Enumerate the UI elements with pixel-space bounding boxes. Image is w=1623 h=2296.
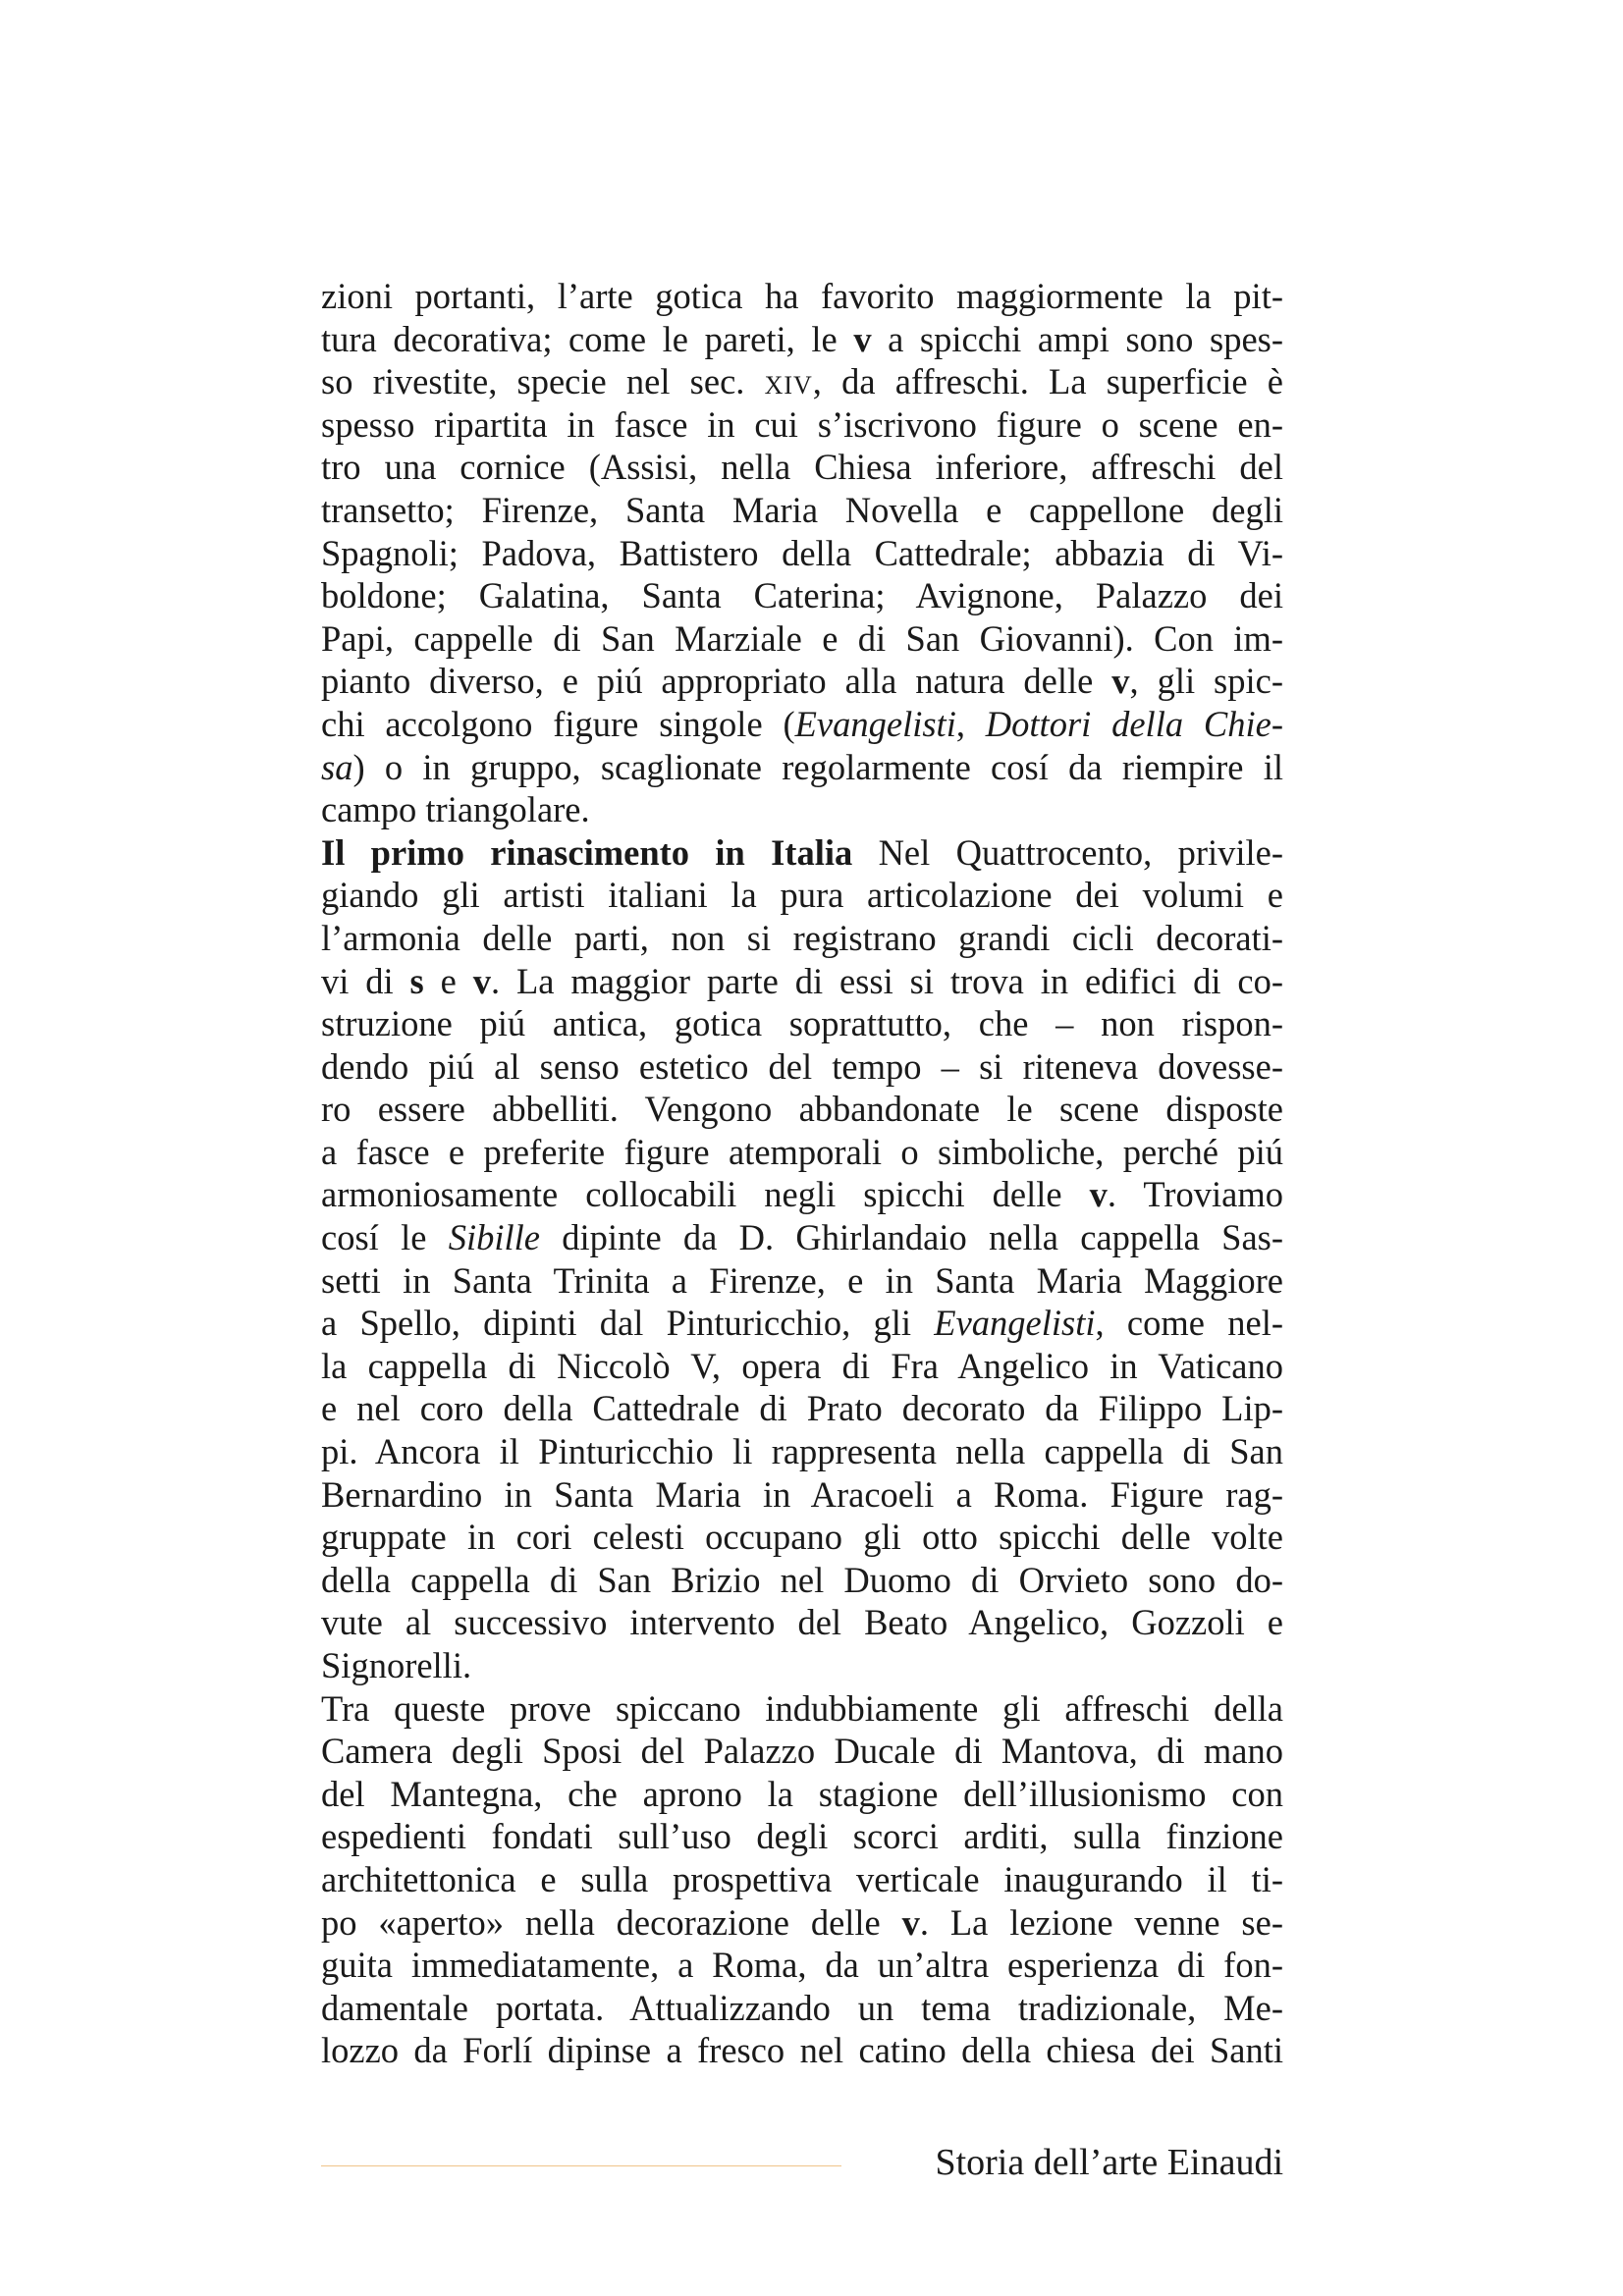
- text-run: a Spello, dipinti dal Pinturicchio, gli: [321, 1303, 935, 1344]
- text-run: . La lezione venne se-: [919, 1901, 1283, 1943]
- text-run: , da affreschi. La superficie è: [812, 361, 1283, 402]
- text-run: ro essere abbelliti. Vengono abbandonate le scene disposte: [321, 1089, 1283, 1130]
- italic-text: sa: [321, 746, 353, 787]
- text-line: [321, 617, 1283, 661]
- text-run: boldone; Galatina, Santa Caterina; Avignone, Palazzo dei: [321, 575, 1283, 616]
- bold-text: v: [853, 318, 872, 359]
- text-line: [321, 1516, 1283, 1559]
- text-run: po «aperto» nella decorazione delle: [321, 1901, 902, 1943]
- text-line: [321, 1858, 1283, 1901]
- text-run: , gli spic-: [1129, 661, 1284, 702]
- text-run: tro una cornice (Assisi, nella Chiesa inferiore, affreschi del: [321, 447, 1283, 488]
- bold-text: v: [901, 1901, 920, 1943]
- text-line: [321, 275, 1283, 318]
- text-run: setti in Santa Trinita a Firenze, e in Santa Maria Maggiore: [321, 1259, 1283, 1301]
- text-run: della cappella di San Brizio nel Duomo di Orvieto sono do-: [321, 1559, 1283, 1600]
- text-line: [321, 660, 1283, 703]
- footer-rule: [321, 2165, 841, 2166]
- text-line: [321, 2029, 1283, 2072]
- text-run: , come nel-: [1095, 1303, 1283, 1344]
- text-line: [321, 1773, 1283, 1816]
- text-run: . Troviamo: [1107, 1174, 1283, 1215]
- text-line: [321, 1644, 1283, 1687]
- text-line: [321, 1345, 1283, 1388]
- text-line: [321, 1002, 1283, 1045]
- text-run: transetto; Firenze, Santa Maria Novella e cappellone degli: [321, 489, 1283, 530]
- text-run: cosí le: [321, 1217, 449, 1258]
- text-run: pi. Ancora il Pinturicchio li rappresenta nella cappella di San: [321, 1431, 1283, 1472]
- text-line: [321, 360, 1283, 403]
- text-line: [321, 1216, 1283, 1259]
- text-run: guita immediatamente, a Roma, da un’altra esperienza di fon-: [321, 1945, 1283, 1986]
- text-line: [321, 446, 1283, 489]
- bold-text: v: [1111, 661, 1130, 702]
- text-line: [321, 1987, 1283, 2030]
- text-line: [321, 403, 1283, 447]
- text-run: Papi, cappelle di San Marziale e di San Giovanni). Con im-: [321, 617, 1283, 659]
- text-run: lozzo da Forlí dipinse a fresco nel catino della chiesa dei Santi: [321, 2030, 1283, 2071]
- text-run: zioni portanti, l’arte gotica ha favorito maggiormente la pit-: [321, 276, 1283, 316]
- text-run: Tra queste prove spiccano indubbiamente gli affreschi della: [321, 1687, 1283, 1729]
- text-line: [321, 1601, 1283, 1644]
- text-line: [321, 489, 1283, 532]
- text-run: giando gli artisti italiani la pura articolazione dei volumi e: [321, 875, 1283, 916]
- text-run: gruppate in cori celesti occupano gli otto spicchi delle volte: [321, 1517, 1283, 1558]
- text-run: a fasce e preferite figure atemporali o simboliche, perché piú: [321, 1131, 1283, 1172]
- text-run: ,: [955, 703, 986, 744]
- text-run: Bernardino in Santa Maria in Aracoeli a Roma. Figure rag-: [321, 1473, 1283, 1515]
- italic-text: Evangelisti: [794, 703, 956, 744]
- text-line: [321, 1730, 1283, 1773]
- text-line: [321, 1302, 1283, 1345]
- text-line: [321, 1088, 1283, 1131]
- text-run: e nel coro della Cattedrale di Prato decorato da Filippo Lip-: [321, 1388, 1283, 1429]
- text-run: Nel Quattrocento, privile-: [852, 831, 1284, 873]
- text-line: [321, 746, 1283, 789]
- text-line: [321, 1387, 1283, 1430]
- text-line: [321, 318, 1283, 361]
- text-run: armoniosamente collocabili negli spicchi delle: [321, 1174, 1090, 1215]
- text-line: [321, 574, 1283, 617]
- text-run: Spagnoli; Padova, Battistero della Cattedrale; abbazia di Vi-: [321, 532, 1283, 573]
- text-run: struzione piú antica, gotica soprattutto, che – non rispon-: [321, 1003, 1283, 1044]
- text-run: espedienti fondati sull’uso degli scorci arditi, sulla finzione: [321, 1816, 1283, 1857]
- text-line: [321, 703, 1283, 746]
- text-run: vi di: [321, 960, 410, 1001]
- text-run: vute al successivo intervento del Beato Angelico, Gozzoli e: [321, 1602, 1283, 1643]
- text-run: dendo piú al senso estetico del tempo – si riteneva dovesse-: [321, 1045, 1283, 1087]
- text-line: [321, 874, 1283, 917]
- text-line: [321, 788, 1283, 831]
- footer-title: Storia dell’arte Einaudi: [935, 2142, 1283, 2183]
- text-run: l’armonia delle parti, non si registrano grandi cicli decorati-: [321, 917, 1283, 958]
- italic-text: Dottori della Chie-: [985, 703, 1284, 744]
- italic-text: Evangelisti: [934, 1303, 1096, 1344]
- text-line: [321, 1559, 1283, 1602]
- text-run: . La maggior parte di essi si trova in edifici di co-: [490, 960, 1283, 1001]
- text-line: [321, 1944, 1283, 1987]
- text-line: [321, 831, 1283, 875]
- text-run: dipinte da D. Ghirlandaio nella cappella Sas-: [539, 1217, 1283, 1258]
- text-line: [321, 1173, 1283, 1216]
- text-line: [321, 1259, 1283, 1303]
- text-run: Camera degli Sposi del Palazzo Ducale di Mantova, di mano: [321, 1731, 1283, 1772]
- text-line: [321, 1815, 1283, 1858]
- italic-text: Sibille: [448, 1217, 540, 1258]
- text-line: [321, 1687, 1283, 1731]
- text-run: pianto diverso, e piú appropriato alla natura delle: [321, 661, 1112, 702]
- text-line: [321, 917, 1283, 960]
- text-run: a spicchi ampi sono spes-: [871, 318, 1284, 359]
- bold-text: v: [1089, 1174, 1108, 1215]
- text-line: [321, 1430, 1283, 1473]
- text-run: so rivestite, specie nel sec.: [321, 361, 765, 402]
- text-run: e: [423, 960, 473, 1001]
- text-line: [321, 1131, 1283, 1174]
- text-run: damentale portata. Attualizzando un tema tradizionale, Me-: [321, 1987, 1283, 2028]
- bold-text: Il primo rinascimento in Italia: [321, 831, 853, 873]
- text-run: campo triangolare.: [321, 789, 590, 830]
- text-run: tura decorativa; come le pareti, le: [321, 318, 854, 359]
- text-line: [321, 1045, 1283, 1089]
- text-line: [321, 960, 1283, 1003]
- text-run: spesso ripartita in fasce in cui s’iscrivono figure o scene en-: [321, 403, 1283, 445]
- text-run: architettonica e sulla prospettiva verticale inaugurando il ti-: [321, 1858, 1283, 1899]
- body-text: [321, 275, 1283, 2072]
- text-line: [321, 1901, 1283, 1945]
- bold-text: v: [472, 960, 491, 1001]
- text-line: [321, 1473, 1283, 1517]
- small-caps-text: xiv: [764, 361, 813, 402]
- text-run: Signorelli.: [321, 1645, 472, 1685]
- text-line: [321, 532, 1283, 575]
- text-run: ) o in gruppo, scaglionate regolarmente cosí da riempire il: [352, 746, 1283, 787]
- text-run: chi accolgono figure singole (: [321, 703, 795, 744]
- text-run: la cappella di Niccolò V, opera di Fra Angelico in Vaticano: [321, 1345, 1283, 1386]
- bold-text: s: [409, 960, 424, 1001]
- text-run: del Mantegna, che aprono la stagione dell’illusionismo con: [321, 1773, 1283, 1814]
